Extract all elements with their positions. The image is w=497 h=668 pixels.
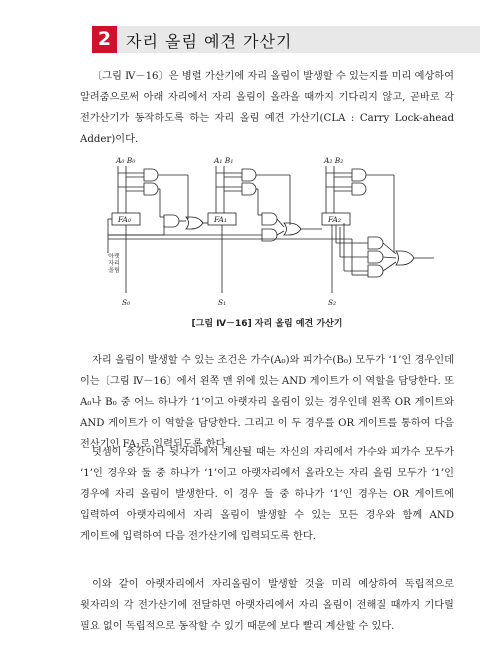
paragraph-2-text: 자리 올림이 발생할 수 있는 조건은 가수(A₀)와 피가수(B₀) 모두가 ‘1’인 경우인데 이는〔그림 Ⅳ－16〕에서 왼쪽 맨 위에 있는 AND 게이트가 이 역할을 담당한다. 또 A₀나 B₀ 중 어느 하나가 ‘1’이고 아랫자리 올림이 있는 경우인데 왼쪽 OR 게이트와 AND 게이트가 이 역할을 담당한다. 그리고 이 두 경우를 OR 게이트를 통하여 다음 전산기인 FA₁로 입력되도록 한다. bbox=[80, 355, 454, 450]
input-label-0: A₀ B₀ bbox=[116, 156, 136, 165]
output-label-0: S₀ bbox=[122, 298, 131, 307]
input-label-2: A₂ B₂ bbox=[324, 156, 344, 165]
section-header bbox=[92, 26, 480, 53]
adder-label-0: FA₀ bbox=[118, 215, 131, 224]
paragraph-2 bbox=[80, 350, 454, 455]
input-bus-1 bbox=[216, 166, 242, 213]
or-gate bbox=[396, 251, 414, 265]
output-label-2: S₂ bbox=[328, 298, 337, 307]
or-gate bbox=[186, 217, 203, 229]
input-label-1: A₁ B₁ bbox=[214, 156, 234, 165]
and-gate bbox=[242, 169, 256, 181]
section-title: 자리 올림 예견 가산기 bbox=[126, 32, 293, 51]
carry-in-label: 아랫 자리 올림 bbox=[108, 253, 120, 274]
paragraph-3 bbox=[80, 442, 454, 547]
and-gate bbox=[368, 265, 383, 277]
adder-label-2: FA₂ bbox=[328, 215, 341, 224]
and-gate bbox=[352, 169, 366, 181]
and-gate bbox=[368, 237, 383, 249]
paragraph-1 bbox=[80, 66, 454, 150]
cla-circuit-diagram bbox=[104, 153, 440, 311]
input-bus-0 bbox=[118, 166, 144, 213]
paragraph-4-text: 이와 같이 아랫자리에서 자리올림이 발생할 것을 미리 예상하여 독립적으로 윗자리의 각 전가산기에 전달하면 아랫자리에서 자리 올림이 전해질 때까지 기다릴 필요 없이 독립적으로 동작할 수 있기 때문에 보다 빨리 계산할 수 있다. bbox=[80, 579, 454, 632]
paragraph-3-text: 덧셈이 중간이나 뒷자리에서 계산될 때는 자신의 자리에서 가수와 피가수 모두가 ‘1’인 경우와 둘 중 하나가 ‘1’이고 아랫자리에서 올라오는 자리 올림 모두가 ‘1’인 경우에 자리 올림이 발생한다. 이 경우 둘 중 하나가 ‘1’인 경우는 OR 게이트에 입력하여 아랫자리에서 자리 올림이 발생할 수 있는 모든 경우와 함께 AND 게이트에 입력하여 다음 전가산기에 입력되도록 한다. bbox=[80, 447, 454, 542]
or-gate bbox=[284, 223, 301, 235]
and-gate bbox=[262, 213, 277, 225]
paragraph-1-text: 〔그림 Ⅳ－16〕은 병렬 가산기에 자리 올림이 발생할 수 있는지를 미리 예상하여 알려줌으로써 아래 자리에서 자리 올림이 올라올 때까지 기다리지 않고, 곧바로 각 전가산기가 동작하도록 하는 자리 올림 예견 가산기(CLA : Carry Lock-ahead Adder)이다. bbox=[80, 71, 454, 145]
output-label-1: S₁ bbox=[218, 298, 227, 307]
and-gate bbox=[144, 169, 158, 181]
paragraph-4 bbox=[80, 574, 454, 637]
and-gate bbox=[164, 215, 179, 227]
adder-label-1: FA₁ bbox=[214, 215, 227, 224]
and-gate bbox=[242, 183, 256, 195]
section-number: 2 bbox=[92, 26, 117, 53]
and-gate bbox=[352, 183, 366, 195]
and-gate bbox=[368, 251, 383, 263]
input-bus-2 bbox=[326, 166, 352, 213]
figure-caption: [그림 Ⅳ－16] 자리 올림 예견 가산기 bbox=[191, 319, 343, 329]
and-gate bbox=[144, 183, 158, 195]
